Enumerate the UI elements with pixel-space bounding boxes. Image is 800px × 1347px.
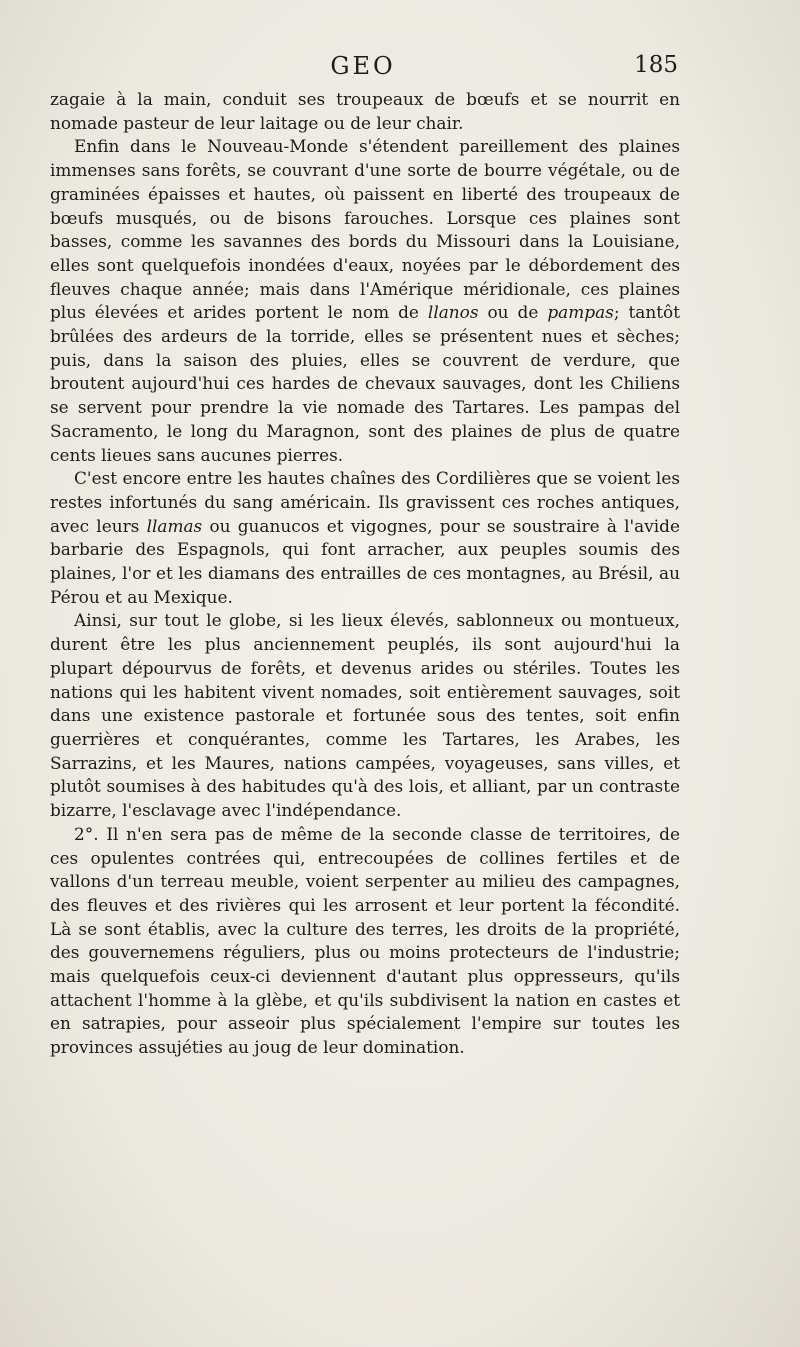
paragraph [50, 467, 680, 609]
body-text [50, 88, 680, 1060]
text-segment: zagaie à la main, conduit ses troupeaux de bœufs et se nourrit en nomade pasteur de leur laitage ou de leur chair. [50, 89, 680, 133]
text-segment: Ainsi, sur tout le globe, si les lieux élevés, sablonneux ou montueux, durent être les plus anciennement peuplés, ils sont aujourd'hui la plupart dépourvus de forêts, et devenus arides ou stériles. Toutes les nations qui les habitent vivent nomades, soit entièrement sauvages, soit dans une existence pastorale et fortunée sous des tentes, soit enfin guerrières et conquérantes, comme les Tartares, les Arabes, les Sarrazins, et les Maures, nations campées, voyageuses, sans villes, et plutôt soumises à des habitudes qu'à des lois, et alliant, par un contraste bizarre, l'esclavage avec l'indépendance. [50, 610, 680, 821]
text-segment: 2°. Il n'en sera pas de même de la seconde classe de territoires, de ces opulentes contrées qui, entrecoupées de collines fertiles et de vallons d'un terreau meuble, voient serpenter au milieu des campagnes, des fleuves et des rivières qui les arrosent et leur portent la fécondité. Là se sont établis, avec la culture des terres, les droits de la propriété, des gouvernemens réguliers, plus ou moins protecteurs de l'industrie; mais quelquefois ceux-ci deviennent d'autant plus oppresseurs, qu'ils attachent l'homme à la glèbe, et qu'ils subdivisent la nation en castes et en satrapies, pour asseoir plus spécialement l'empire sur toutes les provinces assujéties au joug de leur domination. [50, 823, 680, 1058]
paragraph [50, 88, 680, 135]
running-head [48, 52, 678, 92]
running-head-title: GEO [330, 52, 396, 80]
paragraph [50, 609, 680, 822]
paragraph [50, 823, 680, 1060]
text-segment: ; tantôt brûlées des ardeurs de la torride, elles se présentent nues et sèches; puis, dans la saison des pluies, elles se couvrent de verdure, que broutent aujourd'hui ces hardes de chevaux sauvages, dont les Chiliens se servent pour prendre la vie nomade des Tartares. Les pampas del Sacramento, le long du Maragnon, sont des plaines de plus de quatre cents lieues sans aucunes pierres. [50, 302, 680, 465]
text-segment: ou de [478, 302, 548, 323]
text-segment: C'est encore entre les hautes chaînes des Cordilières que se voient les restes infortunés du sang américain. Ils gravissent ces roches antiques, avec leurs [50, 468, 680, 536]
italic-term: pampas [547, 302, 614, 323]
text-segment: ou guanucos et vigognes, pour se soustraire à l'avide barbarie des Espagnols, qui font arracher, aux peuples soumis des plaines, l'or et les diamans des entrailles de ces montagnes, au Brésil, au Pérou et au Mexique. [50, 515, 680, 607]
italic-term: llanos [427, 302, 479, 323]
page-number: 185 [634, 52, 678, 78]
paragraph [50, 135, 680, 467]
italic-term: llamas [146, 515, 203, 536]
text-segment: Enfin dans le Nouveau-Monde s'étendent pareillement des plaines immenses sans forêts, se couvrant d'une sorte de bourre végétale, ou de graminées épaisses et hautes, où paissent en liberté des troupeaux de bœufs musqués, ou de bisons farouches. Lorsque ces plaines sont basses, comme les savannes des bords du Missouri dans la Louisiane, elles sont quelquefois inondées d'eaux, noyées par le débordement des fleuves chaque année; mais dans l'Amérique méridionale, ces plaines plus élevées et arides portent le nom de [50, 136, 680, 323]
